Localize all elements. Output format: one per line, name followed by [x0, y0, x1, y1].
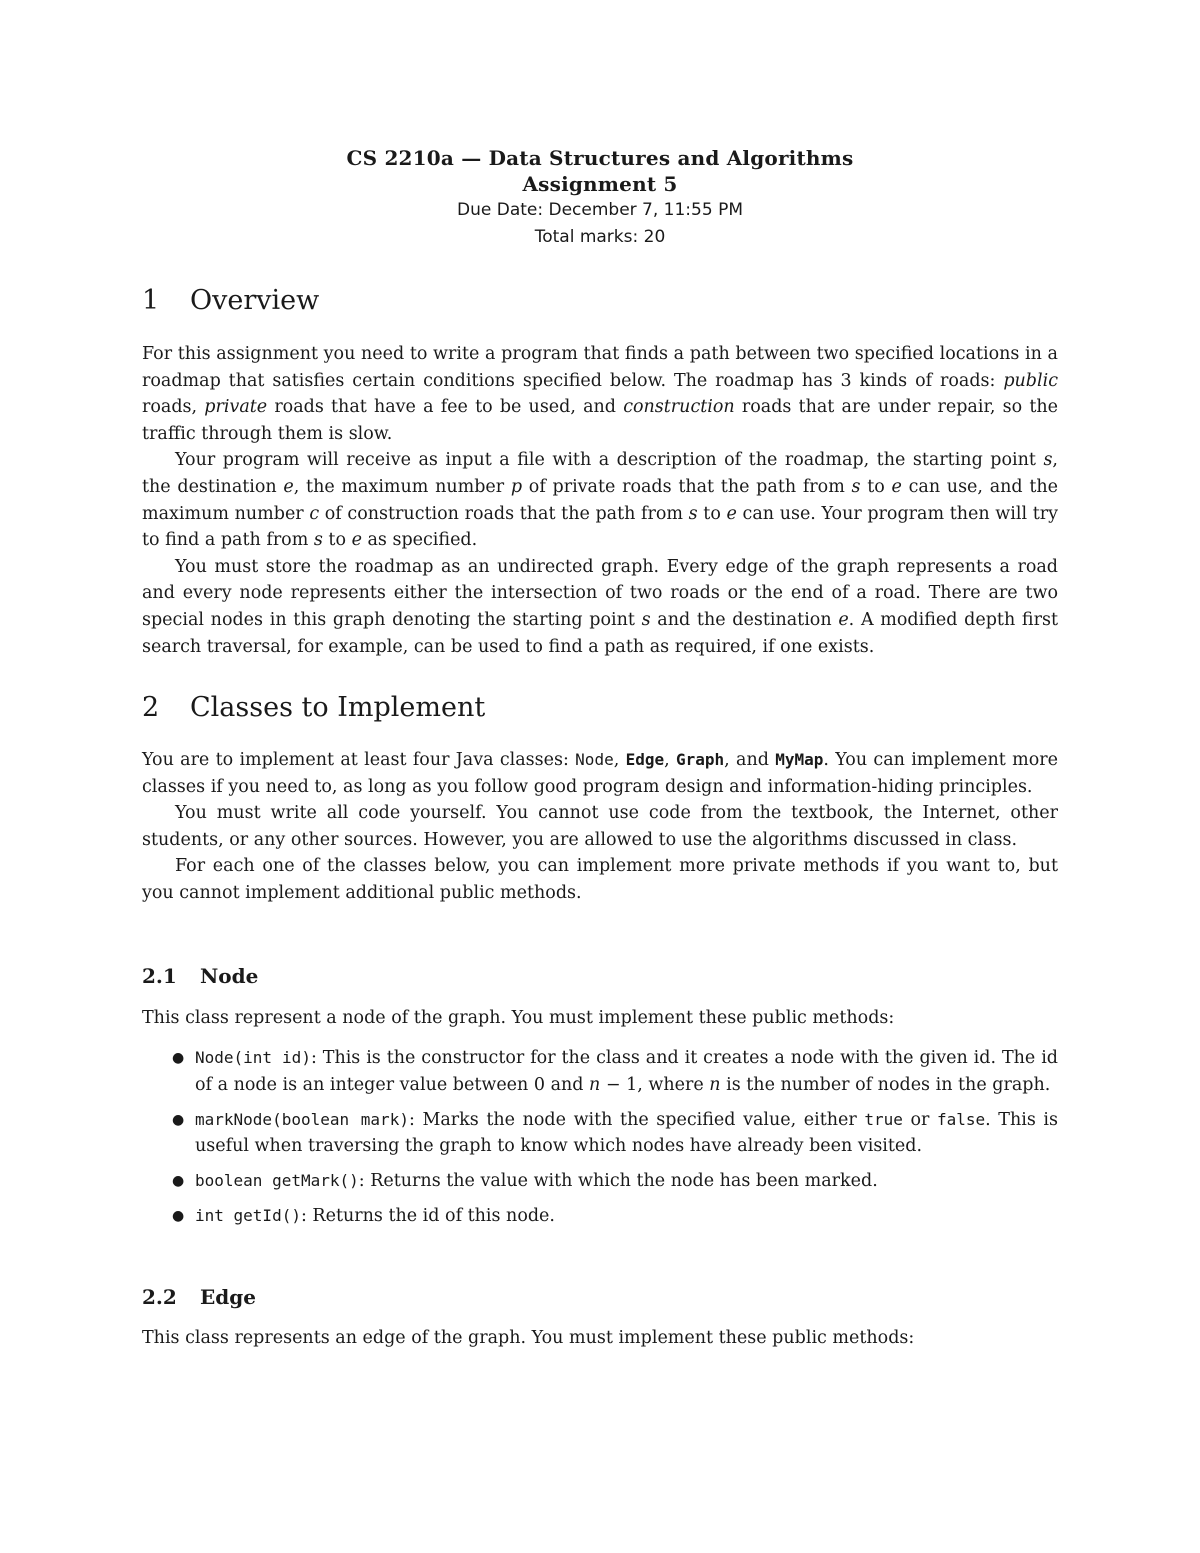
section-title: Classes to Implement [190, 692, 486, 723]
list-item: ● int getId(): Returns the id of this node. [142, 1203, 1058, 1230]
paragraph: Your program will receive as input a file with a description of the roadmap, the starting point s, the destination e, the maximum number p of private roads that the path from s to e can use, and the maximum number c of construction roads that the path from s to e can use. Your program then will try to find a path from s to e as specified. [142, 450, 1058, 551]
subsection-2-1-heading [142, 964, 258, 988]
list-item: ● markNode(boolean mark): Marks the node with the specified value, either true or false. This is useful when traversing the graph to know which nodes have already been visited. [142, 1107, 1058, 1160]
bullet-icon: ● [172, 1208, 185, 1225]
subsection-title: Node [200, 964, 259, 988]
subsection-title: Edge [200, 1285, 256, 1309]
bullet-icon: ● [172, 1173, 185, 1190]
list-item: ● Node(int id): This is the constructor for the class and it creates a node with the given id. The id of a node is an integer value between 0 and n − 1, where n is the number of nodes in the graph. [142, 1045, 1058, 1098]
paragraph: For this assignment you need to write a program that finds a path between two specified locations in a roadmap that satisfies certain conditions specified below. The roadmap has 3 kinds of roads: public roads, private roads that have a fee to be used, and construction roads that are under repair, so the traffic through them is slow. [142, 344, 1058, 444]
section-2-body [142, 747, 1058, 907]
subsection-2-2-intro: This class represents an edge of the graph. You must implement these public methods: [142, 1328, 915, 1348]
bullet-icon: ● [172, 1050, 185, 1066]
total-marks: Total marks: 20 [534, 227, 666, 247]
subsection-2-1-intro: This class represent a node of the graph. You must implement these public methods: [142, 1008, 895, 1028]
course-title: CS 2210a — Data Structures and Algorithms [346, 146, 854, 170]
assignment-title: Assignment 5 [522, 172, 678, 196]
section-number: 2 [142, 692, 160, 723]
subsection-number: 2.1 [142, 964, 177, 988]
subsection-2-2-heading [142, 1285, 256, 1309]
due-date: Due Date: December 7, 11:55 PM [457, 200, 743, 220]
section-2-heading [142, 692, 485, 723]
section-title: Overview [190, 285, 320, 316]
section-number: 1 [142, 285, 160, 316]
paragraph: You are to implement at least four Java classes: Node, Edge, Graph, and MyMap. You can implement more classes if you need to, as long as you follow good program design and information-hiding principles. [142, 750, 1058, 797]
paragraph: You must store the roadmap as an undirected graph. Every edge of the graph represents a road and every node represents either the intersection of two roads or the end of a road. There are two special nodes in this graph denoting the starting point s and the destination e. A modified depth first search traversal, for example, can be used to find a path as required, if one exists. [142, 556, 1058, 657]
section-1-body [142, 341, 1058, 660]
list-item: ● boolean getMark(): Returns the value with which the node has been marked. [142, 1168, 1058, 1195]
paragraph: For each one of the classes below, you can implement more private methods if you want to, but you cannot implement additional public methods. [142, 856, 1058, 903]
section-1-heading [142, 285, 319, 316]
subsection-number: 2.2 [142, 1285, 177, 1309]
paragraph: You must write all code yourself. You cannot use code from the textbook, the Internet, other students, or any other sources. However, you are allowed to use the algorithms discussed in class. [142, 803, 1058, 850]
node-methods-list [142, 1045, 1058, 1239]
bullet-icon: ● [172, 1111, 185, 1128]
